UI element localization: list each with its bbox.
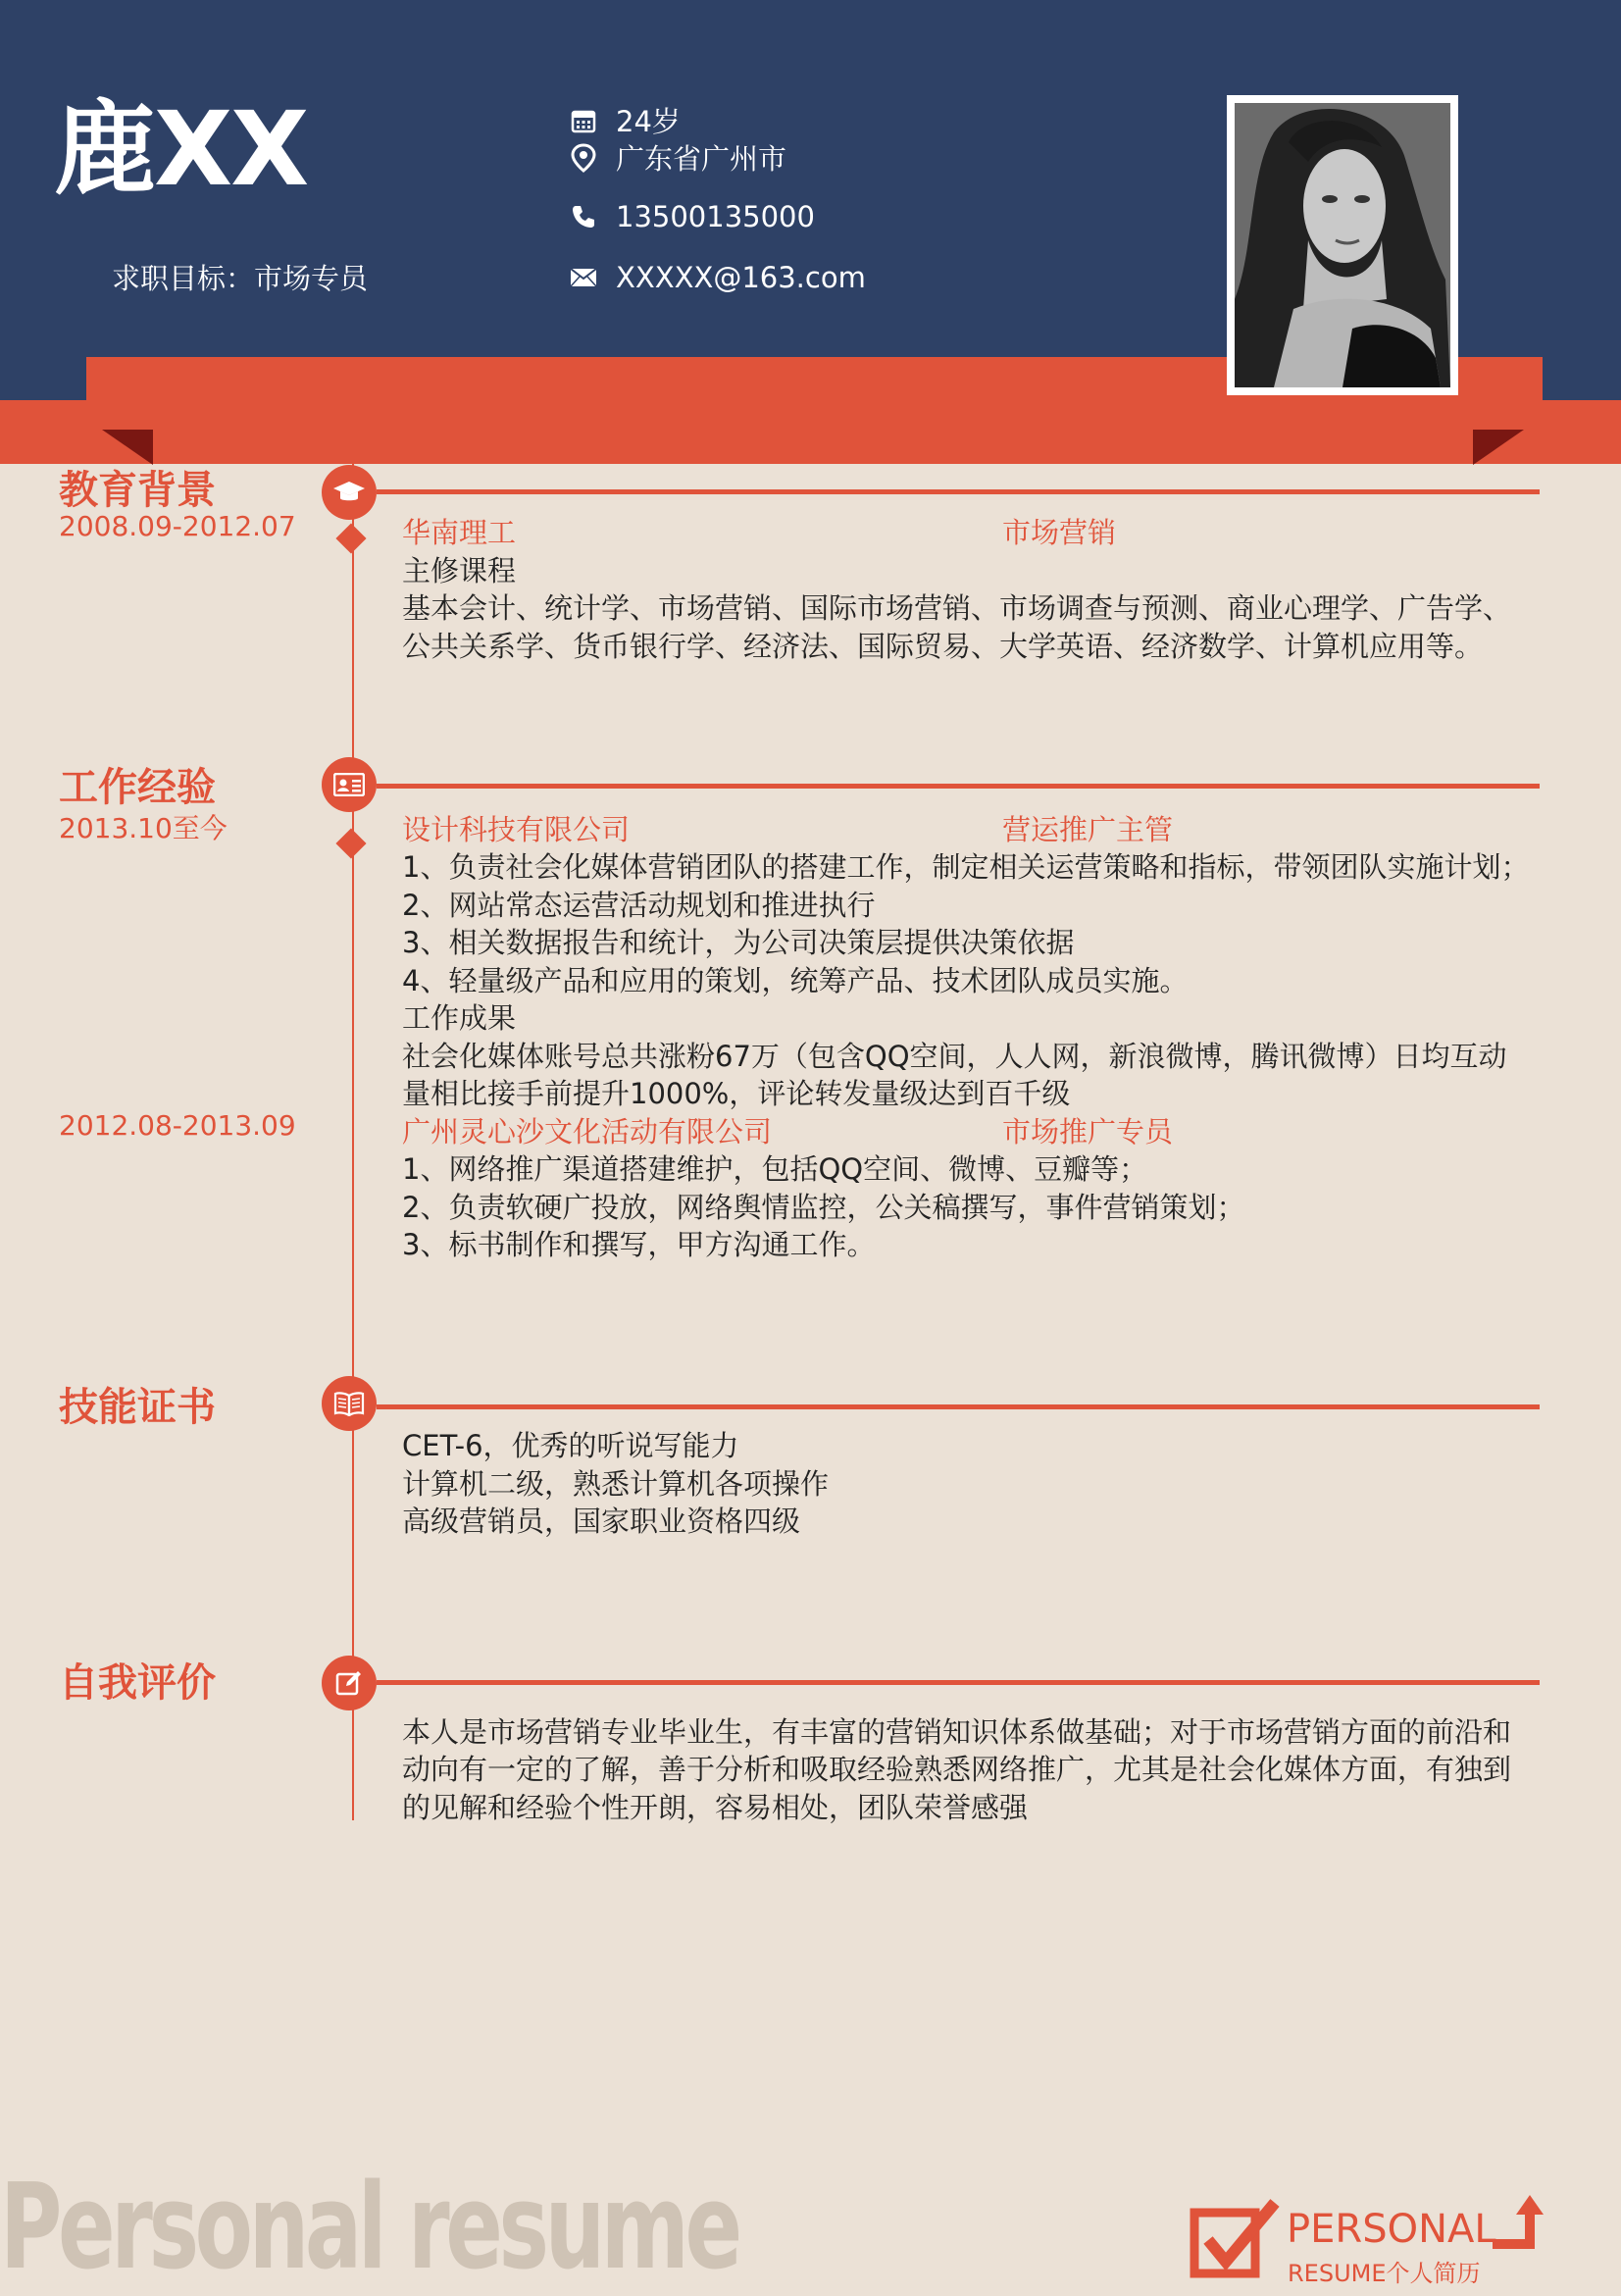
logo-subtitle: RESUME个人简历 [1288,2260,1481,2287]
contact-phone [569,200,815,233]
job-company: 广州灵心沙文化活动有限公司 [402,1115,773,1148]
work-title: 工作经验 [59,765,216,810]
education-school: 华南理工 [402,516,517,549]
skill-line: CET-6，优秀的听说写能力 [402,1429,739,1462]
timeline-line [352,461,354,1820]
job-role: 市场推广专员 [1002,1115,1174,1148]
logo-title: PERSONAL [1287,2207,1496,2252]
skill-line: 计算机二级，熟悉计算机各项操作 [402,1467,830,1501]
email-text: XXXXX@163.com [616,261,866,294]
education-marker [335,523,366,553]
checkmark-logo-icon [1189,2199,1282,2291]
contact-email [569,261,866,294]
education-line: 基本会计、统计学、市场营销、国际市场营销、市场调查与预测、商业心理学、广告学、 [402,591,1512,625]
education-major: 市场营销 [1002,516,1117,549]
work-date: 2012.08-2013.09 [59,1109,296,1142]
book-icon [322,1376,377,1431]
header-ribbon-band [0,400,1621,464]
job-line: 量相比接手前提升1000%，评论转发量级达到百千级 [402,1077,1071,1110]
edit-icon [322,1656,377,1710]
self-eval-title: 自我评价 [59,1660,216,1706]
work-date: 2013.10至今 [59,812,228,844]
education-divider [377,489,1540,494]
phone-icon [569,202,598,231]
skills-title: 技能证书 [59,1385,216,1430]
candidate-name: 鹿XX [54,89,308,209]
job-line: 3、相关数据报告和统计，为公司决策层提供决策依据 [402,926,1075,959]
education-title: 教育背景 [59,468,216,513]
contact-location [569,137,786,178]
self-eval-line: 的见解和经验个性开朗，容易相处，团队荣誉感强 [402,1791,1029,1824]
self-eval-line: 动向有一定的了解，善于分析和吸取经验熟悉网络推广，尤其是社会化媒体方面，有独到 [402,1753,1512,1786]
job-line: 工作成果 [402,1001,517,1035]
email-icon [569,263,598,292]
job-line: 社会化媒体账号总共涨粉67万（包含QQ空间，人人网，新浪微博，腾讯微博）日均互动 [402,1040,1507,1073]
phone-text: 13500135000 [616,200,815,233]
profile-photo [1235,103,1450,387]
job-line: 1、网络推广渠道搭建维护，包括QQ空间、微博、豆瓣等； [402,1152,1148,1186]
job-line: 3、标书制作和撰写，甲方沟通工作。 [402,1228,876,1261]
self-eval-divider [377,1680,1540,1685]
location-text: 广东省广州市 [616,142,787,176]
job-line: 2、负责软硬广投放，网络舆情监控，公关稿撰写，事件营销策划； [402,1191,1245,1224]
education-line: 公共关系学、货币银行学、经济法、国际贸易、大学英语、经济数学、计算机应用等。 [402,630,1484,663]
contact-age [569,100,681,140]
job-line: 1、负责社会化媒体营销团队的搭建工作，制定相关运营策略和指标，带领团队实施计划； [402,850,1530,884]
job-company: 设计科技有限公司 [402,813,631,846]
job-role: 营运推广主管 [1002,813,1174,846]
skill-line: 高级营销员，国家职业资格四级 [402,1505,801,1538]
self-eval-line: 本人是市场营销专业毕业生，有丰富的营销知识体系做基础；对于市场营销方面的前沿和 [402,1715,1512,1749]
graduation-cap-icon [322,465,377,520]
work-divider [377,784,1540,789]
job-line: 4、轻量级产品和应用的策划，统筹产品、技术团队成员实施。 [402,964,1189,997]
watermark-text: Personal resume [0,2160,738,2296]
age-text: 24岁 [616,105,681,138]
skills-divider [377,1404,1540,1409]
ribbon-fold-right [1473,430,1524,465]
education-date: 2008.09-2012.07 [59,510,296,542]
job-line: 2、网站常态运营活动规划和推进执行 [402,889,876,922]
id-card-icon [322,757,377,812]
calendar-icon [569,106,598,135]
education-line: 主修课程 [402,554,517,587]
work-marker [335,828,366,858]
arrow-up-icon [1489,2191,1553,2260]
location-pin-icon [569,143,598,173]
job-objective: 求职目标：市场专员 [112,262,369,295]
